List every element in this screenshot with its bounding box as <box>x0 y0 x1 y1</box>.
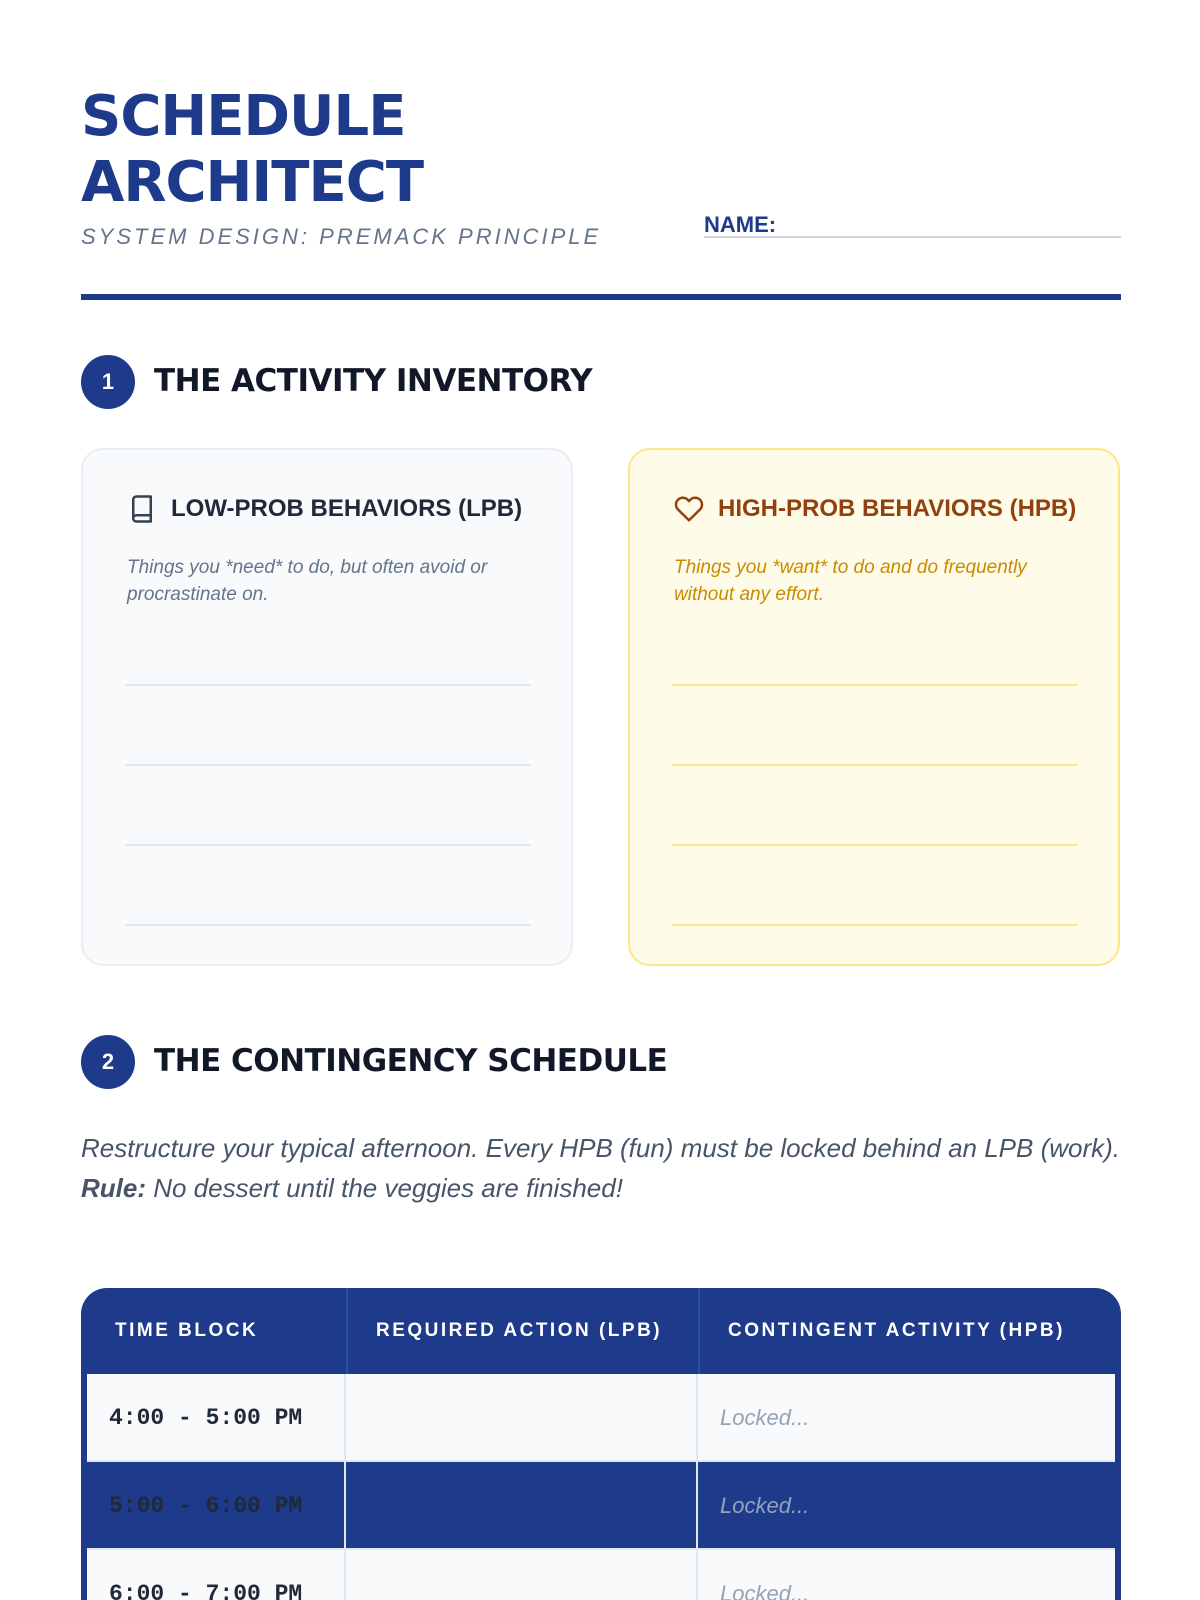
contingent-activity-cell[interactable]: Locked... <box>720 1581 810 1600</box>
lpb-write-line[interactable] <box>125 764 531 766</box>
table-row <box>87 1462 1115 1550</box>
hpb-write-line[interactable] <box>672 764 1078 766</box>
section-title: THE CONTINGENCY SCHEDULE <box>154 1043 668 1079</box>
hpb-card-title: HIGH-PROB BEHAVIORS (HPB) <box>718 495 1077 522</box>
lpb-card-title: LOW-PROB BEHAVIORS (LPB) <box>171 495 523 522</box>
name-label: NAME: <box>704 212 777 237</box>
worksheet-header <box>81 84 1121 300</box>
section-number-badge: 2 <box>81 1035 135 1089</box>
column-header-required-action: REQUIRED ACTION (LPB) <box>346 1288 698 1374</box>
header-divider <box>81 294 1121 300</box>
table-row <box>87 1550 1115 1600</box>
contingent-activity-cell[interactable]: Locked... <box>720 1493 810 1518</box>
hpb-write-line[interactable] <box>672 844 1078 846</box>
required-action-cell[interactable] <box>346 1374 698 1462</box>
page-title <box>81 84 1121 216</box>
column-header-contingent-activity: CONTINGENT ACTIVITY (HPB) <box>698 1288 1115 1374</box>
lpb-card <box>81 448 573 966</box>
table-row <box>87 1374 1115 1462</box>
heart-icon <box>674 494 704 524</box>
name-field[interactable] <box>704 212 1121 238</box>
lpb-card-header <box>127 492 522 526</box>
hpb-card-header <box>674 492 1076 526</box>
contingent-activity-cell[interactable]: Locked... <box>720 1405 810 1430</box>
contingency-table <box>81 1288 1121 1600</box>
time-block-cell: 4:00 - 5:00 PM <box>87 1374 346 1462</box>
section-title: THE ACTIVITY INVENTORY <box>154 363 593 399</box>
section-1-heading <box>81 355 1121 409</box>
title-line-1: SCHEDULE <box>81 84 406 149</box>
hpb-write-line[interactable] <box>672 924 1078 926</box>
lpb-write-line[interactable] <box>125 844 531 846</box>
hpb-card-description: Things you *want* to do and do frequently without any effort. <box>674 557 1027 605</box>
hpb-card <box>628 448 1120 966</box>
lpb-card-description: Things you *need* to do, but often avoid or procrastinate on. <box>127 557 488 605</box>
hpb-write-line[interactable] <box>672 684 1078 686</box>
section-2-heading <box>81 1035 1121 1089</box>
required-action-cell[interactable] <box>346 1550 698 1600</box>
lpb-write-line[interactable] <box>125 684 531 686</box>
instructions-text: Restructure your typical afternoon. Every HPB (fun) must be locked behind an LPB (work). <box>81 1133 1121 1163</box>
required-action-cell[interactable] <box>346 1462 698 1550</box>
time-block-cell: 5:00 - 6:00 PM <box>87 1462 346 1550</box>
rule-label: Rule: <box>81 1173 146 1203</box>
page-subtitle: SYSTEM DESIGN: PREMACK PRINCIPLE <box>81 224 602 249</box>
time-block-cell: 6:00 - 7:00 PM <box>87 1550 346 1600</box>
column-header-time-block: TIME BLOCK <box>115 1320 259 1341</box>
section-instructions <box>81 1128 1121 1208</box>
rule-line <box>81 1168 1121 1208</box>
rule-text: No dessert until the veggies are finished! <box>146 1173 623 1203</box>
title-line-2: ARCHITECT <box>81 150 424 215</box>
book-icon <box>127 494 157 524</box>
table-header-row <box>81 1288 1121 1374</box>
section-number-badge: 1 <box>81 355 135 409</box>
lpb-write-line[interactable] <box>125 924 531 926</box>
